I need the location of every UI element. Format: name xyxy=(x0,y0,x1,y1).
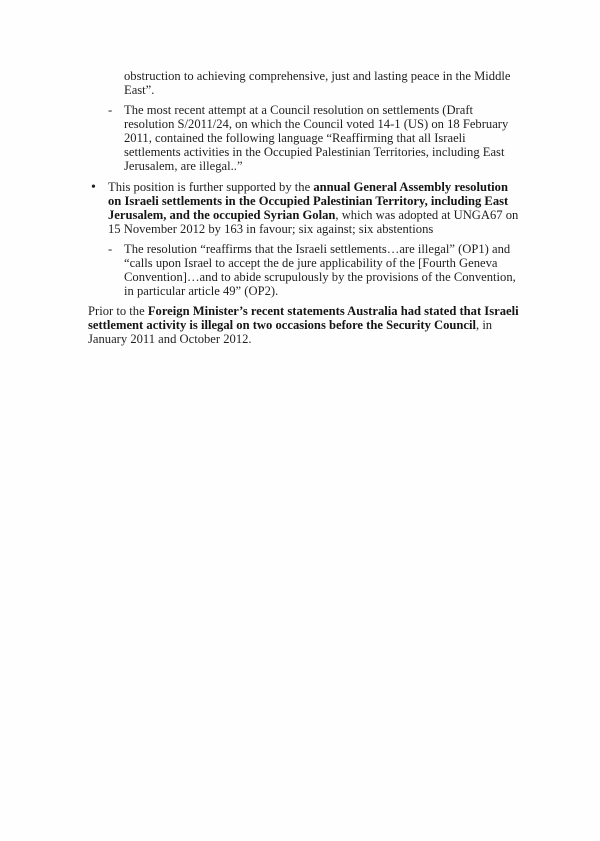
text-line: East”. xyxy=(124,82,155,97)
plain-text: Prior to the xyxy=(88,304,148,318)
text-line: The most recent attempt at a Council resolution on settlements (Draft xyxy=(124,103,474,117)
text-line xyxy=(108,181,518,195)
plain-text: This position is further supported by the xyxy=(108,180,314,194)
bold-text: settlement activity is illegal on two occasions before the Security Council xyxy=(88,317,477,332)
text-line: “calls upon Israel to accept the de jure applicability of the [Fourth Geneva xyxy=(124,255,498,270)
plain-text: , which was adopted at UNGA67 on xyxy=(335,207,519,222)
closing-paragraph xyxy=(88,305,519,347)
bullet-item-unga-resolution xyxy=(108,181,518,237)
text-line: The resolution “reaffirms that the Israeli settlements…are illegal” (OP1) and xyxy=(124,242,511,256)
text-line xyxy=(108,209,518,223)
quote-continuation xyxy=(124,70,510,98)
bullet-marker: • xyxy=(91,180,96,195)
text-line: Jerusalem, are illegal..” xyxy=(124,158,243,173)
plain-text: , in xyxy=(476,317,493,332)
bold-text: Jerusalem, and the occupied Syrian Golan xyxy=(108,207,336,222)
text-line xyxy=(88,305,519,319)
text-line xyxy=(88,319,519,333)
dash-marker: - xyxy=(108,242,113,256)
dash-item-draft-resolution xyxy=(124,104,508,174)
dash-marker: - xyxy=(108,103,113,117)
text-line: resolution S/2011/24, on which the Council voted 14-1 (US) on 18 February xyxy=(124,116,509,131)
bold-text: annual General Assembly resolution xyxy=(313,180,508,194)
text-line: 2011, contained the following language “Reaffirming that all Israeli xyxy=(124,130,466,145)
text-line: in particular article 49” (OP2). xyxy=(124,283,279,298)
text-line: January 2011 and October 2012. xyxy=(88,331,252,346)
bold-text: on Israeli settlements in the Occupied Palestinian Territory, including East xyxy=(108,193,509,208)
text-line: 15 November 2012 by 163 in favour; six against; six abstentions xyxy=(108,221,434,236)
text-line: settlements activities in the Occupied Palestinian Territories, including East xyxy=(124,144,505,159)
text-line: Convention]…and to abide scrupulously by the provisions of the Convention, xyxy=(124,269,516,284)
text-line xyxy=(108,195,518,209)
dash-item-resolution-quote xyxy=(124,243,516,299)
bold-text: Foreign Minister’s recent statements Australia had stated that Israeli xyxy=(147,304,519,318)
text-line: obstruction to achieving comprehensive, just and lasting peace in the Middle xyxy=(124,69,511,83)
